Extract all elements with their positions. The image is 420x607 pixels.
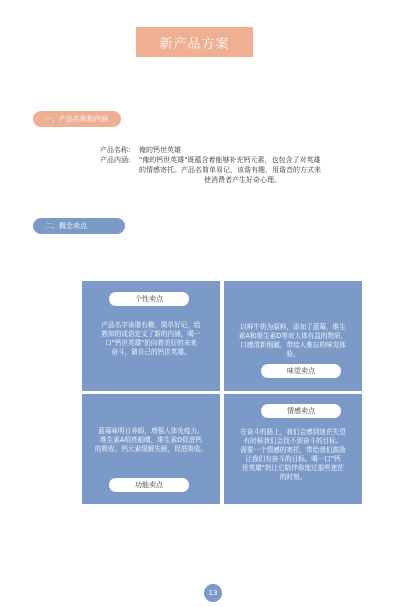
text-line: 的时刻。 xyxy=(279,473,307,481)
text-line: 验。 xyxy=(286,350,300,358)
page-number: 13 xyxy=(204,584,222,602)
product-name-key: 产品名称: xyxy=(100,146,131,154)
meaning-line: 使消费者产生好奇心理。 xyxy=(204,176,281,184)
selling-points-grid xyxy=(82,281,362,504)
selling-point-taste xyxy=(224,281,362,391)
text-line: 让我们有奋斗的目标。喝一口"钙 xyxy=(245,455,341,463)
product-meaning-key: 产品内涵: xyxy=(100,156,131,164)
selling-point-tag: 个性卖点 xyxy=(109,292,189,306)
meaning-line: 的情感寄托。产品名简单易记，该谐有趣，用谐音的方式来 xyxy=(139,166,321,174)
text-line: 维生素A明亮眼睛，维生素D促进钙 xyxy=(100,436,202,444)
text-line: 的吸收。钙元素缓解失眠，促进吸收。 xyxy=(94,445,208,453)
text-line: 在奋斗的路上，我们会感到迷茫失望 xyxy=(240,428,346,436)
selling-point-text xyxy=(236,428,350,482)
selling-point-function xyxy=(82,394,220,504)
text-line: 口"钙世英雄"奶向着美好的未来 xyxy=(105,339,197,347)
product-name-value: 俺的钙世英雄 xyxy=(139,146,181,154)
text-line: 有时候我们会找不到奋斗的目标。 xyxy=(243,437,343,445)
selling-point-emotion xyxy=(224,394,362,504)
text-line: 素A和维生素D等对人体有益的物质， xyxy=(238,332,348,340)
section-heading-product-name: 一、产品名称和内涵 xyxy=(33,111,121,127)
text-line: 熟知的成语定义了新的内涵，喝一 xyxy=(101,330,201,338)
selling-point-personality xyxy=(82,281,220,391)
selling-point-text xyxy=(94,321,208,357)
product-meaning-row xyxy=(100,155,374,185)
selling-point-tag: 情感卖点 xyxy=(261,404,341,418)
page-title: 新产品方案 xyxy=(136,27,253,57)
text-line: 以鲜牛奶为原料，添加了蓝莓，维生 xyxy=(240,323,346,331)
selling-point-text xyxy=(94,427,208,454)
text-line: 蓝莓味明目养眼，增强人体免疫力。 xyxy=(98,427,204,435)
text-line: 需要一个情感的寄托，带给我们鼓励 xyxy=(240,446,346,454)
product-meaning-text xyxy=(139,155,374,185)
text-line: 世英雄"奶让它陪伴你度过那些迷茫 xyxy=(242,464,344,472)
product-name-row xyxy=(100,145,374,155)
selling-point-tag: 味觉卖点 xyxy=(261,364,341,378)
text-line: 奋斗，做自己的钙世英雄。 xyxy=(111,348,191,356)
selling-point-tag: 功能卖点 xyxy=(109,478,189,492)
product-info xyxy=(100,145,374,185)
text-line: 口感清新细腻，带给人难忘的味觉体 xyxy=(240,341,346,349)
meaning-line: "俺的钙世英雄"既蕴含着能够补充钙元素，也包含了对英雄 xyxy=(139,156,321,164)
selling-point-text xyxy=(236,323,350,359)
text-line: 产品名字该谐有趣，简单好记，给 xyxy=(101,321,201,329)
section-heading-selling-points: 二、概念卖点 xyxy=(33,218,125,234)
